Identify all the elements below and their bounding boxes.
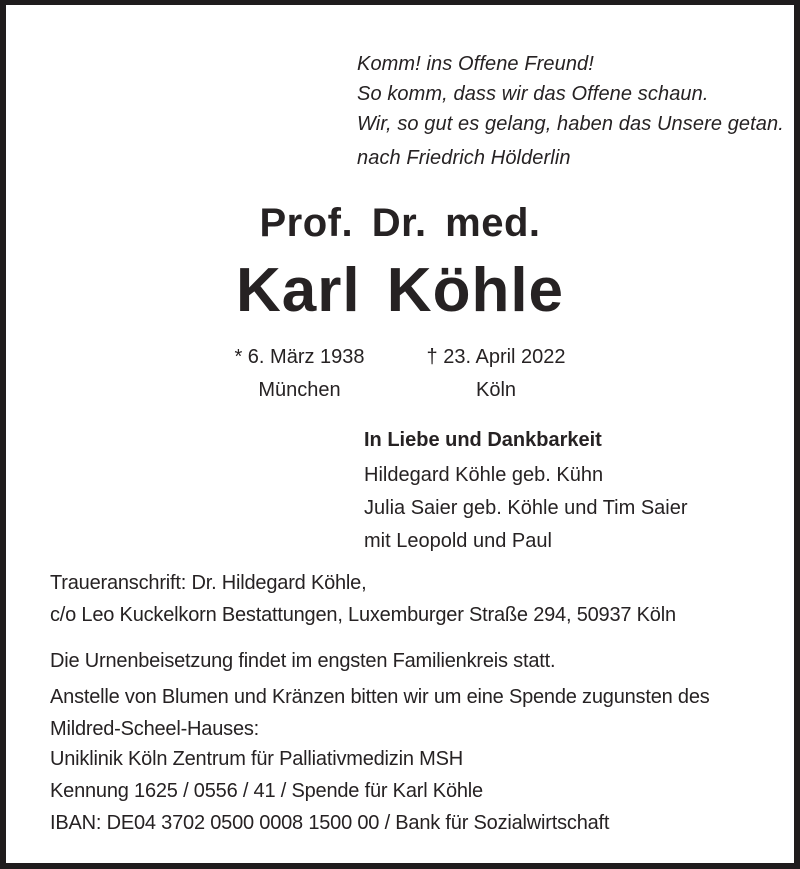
burial-note: [50, 645, 555, 677]
mourning-address: [50, 567, 676, 631]
mourner-line: Hildegard Köhle geb. Kühn: [364, 464, 604, 486]
epigraph-attribution: nach Friedrich Hölderlin: [357, 147, 571, 169]
notice-page: [6, 5, 794, 863]
bank-line: Uniklinik Köln Zentrum für Palliativmedizin MSH: [50, 748, 463, 770]
epigraph: [357, 49, 784, 173]
address-line: Traueranschrift: Dr. Hildegard Köhle,: [50, 572, 367, 594]
birth-info: [234, 341, 364, 407]
death-date: 23. April 2022: [443, 346, 566, 368]
bank-details: [50, 743, 609, 839]
deceased-title-prefix: Prof. Dr. med.: [259, 201, 541, 245]
donation-line: Mildred-Scheel-Hauses:: [50, 718, 260, 740]
birth-date: 6. März 1938: [247, 346, 365, 368]
condolence-block: [364, 424, 688, 558]
mourner-line: mit Leopold und Paul: [364, 530, 552, 552]
burial-line: Die Urnenbeisetzung findet im engsten Familienkreis statt.: [50, 650, 556, 672]
life-dates: [6, 341, 794, 407]
bank-line: Kennung 1625 / 0556 / 41 / Spende für Karl Köhle: [50, 780, 483, 802]
donation-line: Anstelle von Blumen und Kränzen bitten wir um eine Spende zugunsten des: [50, 686, 710, 708]
bank-line: IBAN: DE04 3702 0500 0008 1500 00 / Bank für Sozialwirtschaft: [50, 812, 610, 834]
donation-request: [50, 681, 710, 745]
epigraph-line: Komm! ins Offene Freund!: [357, 53, 594, 75]
birth-date-line: [234, 341, 364, 374]
deceased-name: Karl Köhle: [235, 256, 565, 325]
death-symbol: †: [426, 346, 438, 368]
mourner-line: Julia Saier geb. Köhle und Tim Saier: [364, 497, 688, 519]
birth-place: München: [258, 379, 341, 401]
condolence-heading: In Liebe und Dankbarkeit: [364, 429, 602, 451]
address-line: c/o Leo Kuckelkorn Bestattungen, Luxemburger Straße 294, 50937 Köln: [50, 604, 676, 626]
death-date-line: [427, 341, 566, 374]
death-info: [427, 341, 566, 407]
epigraph-line: So komm, dass wir das Offene schaun.: [357, 83, 709, 105]
birth-symbol: *: [234, 346, 243, 368]
death-place: Köln: [476, 379, 517, 401]
epigraph-line: Wir, so gut es gelang, haben das Unsere getan.: [357, 113, 784, 135]
